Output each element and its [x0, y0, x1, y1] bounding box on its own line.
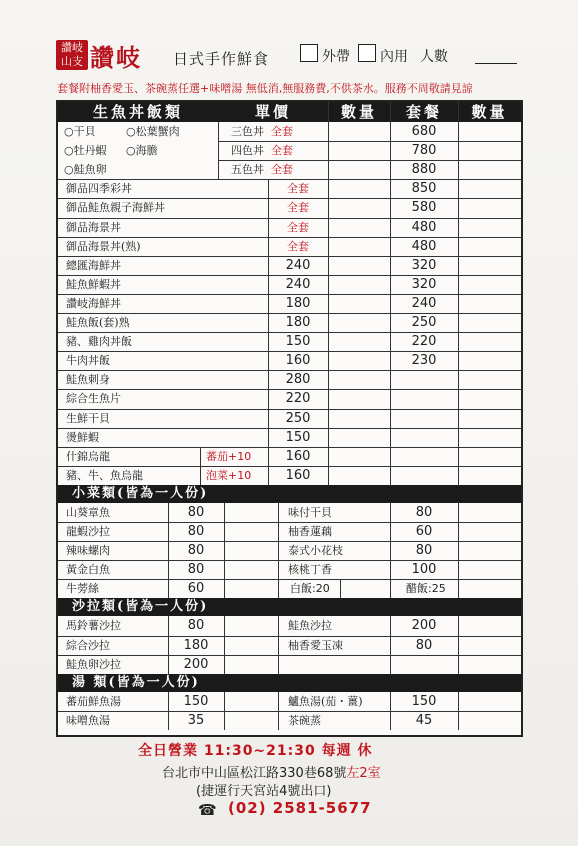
unit-price: 全套: [287, 220, 309, 234]
bowl-name: 三色丼: [231, 125, 264, 138]
menu-table: [56, 100, 523, 737]
bowl-tag: 全套: [271, 125, 293, 138]
column-divider: [168, 616, 169, 673]
column-divider: [278, 616, 279, 673]
row-divider: [58, 294, 521, 295]
phone-icon: ☎: [198, 801, 217, 819]
notice-text: 套餐附柚香愛玉、茶碗蒸任選+味噌湯 無低消,無服務費,不供茶水。服務不周敬請見諒: [57, 82, 473, 95]
unit-price: 全套: [287, 201, 309, 215]
tagline: 日式手作鮮食: [173, 50, 270, 68]
item-name: 核桃丁香: [288, 563, 332, 577]
item-name: 味付干貝: [288, 505, 332, 519]
unit-price: 60: [415, 524, 433, 539]
set-price: 240: [411, 295, 437, 311]
item-name: 山葵章魚: [66, 505, 110, 519]
item-name: 牛蒡絲: [66, 582, 99, 596]
set-price: 680: [411, 124, 437, 139]
set-price: 850: [411, 181, 437, 197]
item-name: 什錦烏龍: [66, 449, 110, 463]
row-divider: [58, 428, 521, 429]
takeout-checkbox[interactable]: [300, 44, 318, 62]
item-name: 馬鈴薯沙拉: [66, 619, 121, 633]
column-divider: [168, 503, 169, 599]
addon-option: 蕃茄+10: [206, 449, 252, 463]
unit-price: 80: [187, 524, 205, 539]
item-name: 豬、雞肉丼飯: [66, 335, 132, 349]
mrt-directions: (捷運行天宮站4號出口): [196, 784, 332, 799]
item-name: 總匯海鮮丼: [66, 258, 121, 272]
row-divider: [58, 218, 521, 219]
item-name: 黃金白魚: [66, 563, 110, 577]
column-divider: [390, 503, 391, 599]
dinein-label: 內用: [380, 49, 408, 65]
dinein-checkbox[interactable]: [358, 44, 376, 62]
row-divider: [58, 655, 521, 656]
set-price: 880: [411, 162, 437, 178]
row-divider: [58, 711, 521, 712]
item-name: 御品海景丼(熟): [66, 239, 141, 253]
col-price-header: 單價: [254, 103, 291, 121]
addon-option: 泡菜+10: [206, 468, 252, 482]
row-divider: [58, 389, 521, 390]
business-hours: 全日營業 11:30~21:30 每週 休: [138, 743, 373, 759]
col-set-header: 套餐: [405, 103, 442, 121]
unit-price: 160: [285, 448, 311, 464]
choice-option[interactable]: ○松葉蟹肉: [126, 125, 180, 138]
row-divider: [58, 370, 521, 371]
address-floor: 左2室: [346, 766, 381, 781]
row-divider: [58, 256, 521, 257]
choice-option[interactable]: ○鮭魚卵: [64, 163, 107, 176]
unit-price: 150: [285, 334, 311, 350]
row-divider: [58, 275, 521, 276]
row-divider: [58, 541, 521, 542]
set-price: 220: [411, 334, 437, 350]
item-name: 生鮮干貝: [66, 411, 110, 425]
unit-price: 35: [187, 712, 205, 728]
column-divider: [218, 122, 219, 179]
column-divider: [390, 692, 391, 730]
phone-number[interactable]: (02) 2581-5677: [228, 799, 372, 817]
unit-price: 160: [285, 467, 311, 483]
set-price: 480: [411, 219, 437, 235]
row-divider: [58, 447, 521, 448]
white-rice-price: 白飯:20: [290, 582, 330, 596]
col-qty-header: 數量: [340, 103, 377, 121]
unit-price: 250: [285, 410, 311, 426]
unit-price: 180: [285, 295, 311, 311]
unit-price: 80: [187, 618, 205, 634]
item-name: 鮭魚沙拉: [288, 619, 332, 633]
set-price: 580: [411, 200, 437, 216]
item-name: 柚香愛玉凍: [288, 638, 343, 652]
people-field[interactable]: [475, 63, 517, 64]
set-price: 480: [411, 238, 437, 254]
column-divider: [268, 179, 269, 485]
people-label: 人數: [420, 49, 448, 65]
column-divider: [390, 616, 391, 673]
set-price: 320: [411, 276, 437, 292]
item-name: 讚岐海鮮丼: [66, 296, 121, 310]
set-price: 250: [411, 315, 437, 330]
choice-option[interactable]: ○海膽: [126, 144, 158, 157]
item-name: 御品鮭魚親子海鮮丼: [66, 201, 165, 215]
choice-option[interactable]: ○干貝: [64, 125, 96, 138]
column-divider: [168, 692, 169, 730]
item-name: 蕃茄鮮魚湯: [66, 694, 121, 708]
col-name-header: 生魚丼飯類: [92, 103, 183, 121]
bowl-tag: 全套: [271, 163, 293, 177]
row-divider: [58, 466, 521, 467]
row-divider: [218, 160, 521, 161]
unit-price: 80: [187, 543, 205, 559]
address: [162, 762, 381, 781]
unit-price: 200: [183, 656, 209, 672]
item-name: 龍蝦沙拉: [66, 525, 110, 538]
vinegar-rice-price: 醋飯:25: [406, 582, 446, 596]
row-divider: [58, 237, 521, 238]
logo-seal: 讚岐 山支: [56, 40, 88, 70]
column-divider: [458, 102, 459, 485]
unit-price: 180: [285, 315, 311, 330]
item-name: 鱸魚湯(茄・薑): [288, 694, 363, 708]
brand-name: 讚岐: [90, 43, 142, 72]
row-divider: [58, 522, 521, 523]
row-divider: [218, 141, 521, 142]
column-divider: [458, 616, 459, 673]
column-divider: [390, 102, 391, 485]
unit-price: 全套: [287, 182, 309, 196]
item-name: 綜合沙拉: [66, 638, 110, 652]
choice-option[interactable]: ○牡丹蝦: [64, 144, 107, 157]
unit-price: 80: [187, 504, 205, 520]
section-sides: 小菜類(皆為一人份): [58, 485, 521, 503]
item-name: 鮭魚飯(套)熟: [66, 316, 130, 329]
unit-price: 200: [411, 618, 437, 634]
unit-price: 280: [285, 372, 311, 388]
item-name: 鮭魚鮮蝦丼: [66, 277, 121, 291]
set-price: 230: [411, 353, 437, 369]
item-name: 鮭魚卵沙拉: [66, 657, 121, 671]
set-price: 320: [411, 257, 437, 273]
section-salad: 沙拉類(皆為一人份): [58, 598, 521, 616]
item-name: 味噌魚湯: [66, 713, 110, 727]
unit-price: 80: [415, 543, 433, 559]
unit-price: 80: [415, 504, 433, 520]
row-divider: [58, 409, 521, 410]
bowl-name: 四色丼: [231, 144, 264, 158]
unit-price: 150: [411, 693, 437, 709]
unit-price: 80: [187, 562, 205, 578]
column-divider: [224, 692, 225, 730]
unit-price: 240: [285, 257, 311, 273]
row-divider: [58, 636, 521, 637]
column-divider: [200, 447, 201, 485]
column-divider: [224, 503, 225, 599]
column-divider: [328, 102, 329, 485]
row-divider: [58, 313, 521, 314]
unit-price: 150: [285, 429, 311, 445]
unit-price: 80: [415, 637, 433, 653]
table-header: [58, 102, 521, 122]
item-name: 茶碗蒸: [288, 713, 321, 727]
item-name: 綜合生魚片: [66, 392, 121, 406]
column-divider: [340, 579, 341, 598]
column-divider: [278, 503, 279, 599]
item-name: 泰式小花枝: [288, 544, 343, 558]
row-divider: [58, 198, 521, 199]
unit-price: 全套: [287, 239, 309, 253]
unit-price: 220: [285, 391, 311, 407]
row-divider: [58, 351, 521, 352]
set-price: 780: [411, 143, 437, 159]
item-name: 鮭魚刺身: [66, 373, 110, 387]
unit-price: 100: [411, 562, 437, 578]
item-name: 辣味螺肉: [66, 544, 110, 558]
item-name: 豬、牛、魚烏龍: [66, 468, 143, 482]
unit-price: 160: [285, 353, 311, 369]
unit-price: 60: [187, 581, 205, 597]
column-divider: [458, 503, 459, 599]
bowl-name: 五色丼: [231, 163, 264, 177]
bowl-tag: 全套: [271, 144, 293, 158]
section-soup: 湯 類(皆為一人份): [58, 674, 521, 692]
unit-price: 180: [183, 637, 209, 653]
column-divider: [224, 616, 225, 673]
item-name: 燙鮮蝦: [66, 430, 99, 444]
unit-price: 240: [285, 276, 311, 292]
row-divider: [58, 560, 521, 561]
address-street: 台北市中山區松江路330巷68號: [162, 766, 347, 781]
item-name: 柚香蓮藕: [288, 525, 332, 538]
unit-price: 45: [415, 712, 433, 728]
item-name: 御品海景丼: [66, 220, 121, 234]
takeout-label: 外帶: [322, 49, 350, 65]
row-divider: [58, 332, 521, 333]
column-divider: [278, 692, 279, 730]
column-divider: [458, 692, 459, 730]
unit-price: 150: [183, 693, 209, 709]
item-name: 御品四季彩丼: [66, 182, 132, 196]
col-qty2-header: 數量: [471, 103, 508, 121]
item-name: 牛肉丼飯: [66, 354, 110, 368]
